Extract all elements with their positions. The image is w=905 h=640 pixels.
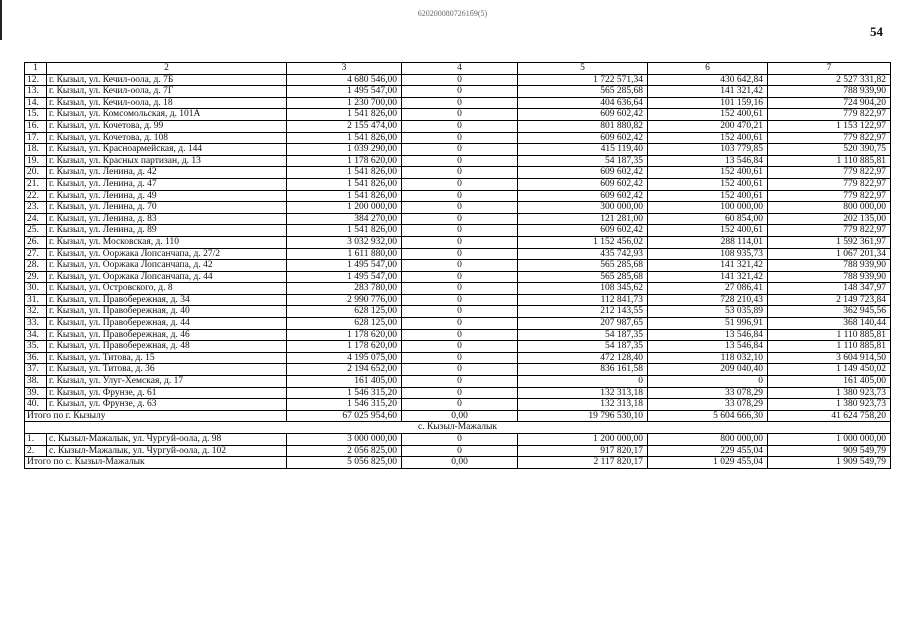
address-cell: г. Кызыл, ул. Ооржака Лопсанчапа, д. 42	[47, 260, 287, 272]
row-number: 23.	[25, 202, 47, 214]
col7-cell: 368 140,44	[768, 318, 891, 330]
col6-cell: 152 400,61	[648, 132, 768, 144]
col4-cell: 0	[402, 248, 518, 260]
funding-table	[24, 62, 891, 469]
col7-cell: 788 939,90	[768, 271, 891, 283]
col5-cell: 609 602,42	[518, 225, 648, 237]
col4-cell: 0	[402, 399, 518, 411]
col4-cell: 0	[402, 132, 518, 144]
scan-edge-line	[0, 0, 2, 40]
col7-cell: 724 904,20	[768, 97, 891, 109]
col6-cell: 60 854,00	[648, 213, 768, 225]
total-cost-cell: 1 541 826,00	[287, 167, 402, 179]
address-cell: г. Кызыл, ул. Красноармейская, д. 144	[47, 144, 287, 156]
row-number: 31.	[25, 294, 47, 306]
col7-cell: 788 939,90	[768, 86, 891, 98]
row-number: 18.	[25, 144, 47, 156]
col6-cell: 141 321,42	[648, 86, 768, 98]
address-cell: г. Кызыл, ул. Ооржака Лопсанчапа, д. 27/2	[47, 248, 287, 260]
col7-cell: 779 822,97	[768, 190, 891, 202]
col4-cell: 0	[402, 283, 518, 295]
col6-cell: 13 546,84	[648, 155, 768, 167]
col7-cell: 2 527 331,82	[768, 74, 891, 86]
col7-cell: 1 592 361,97	[768, 236, 891, 248]
col6-cell: 152 400,61	[648, 167, 768, 179]
address-cell: г. Кызыл, ул. Комсомольская, д. 101А	[47, 109, 287, 121]
col6-cell: 33 078,29	[648, 399, 768, 411]
col6-cell: 0	[648, 376, 768, 388]
col6-cell: 430 642,84	[648, 74, 768, 86]
col4-cell: 0	[402, 178, 518, 190]
address-cell: г. Кызыл, ул. Правобережная, д. 40	[47, 306, 287, 318]
col4-cell: 0	[402, 120, 518, 132]
table-row	[25, 225, 891, 237]
table-row	[25, 178, 891, 190]
col6-cell: 108 935,73	[648, 248, 768, 260]
col5-cell: 54 187,35	[518, 155, 648, 167]
address-cell: г. Кызыл, ул. Правобережная, д. 48	[47, 341, 287, 353]
table-row	[25, 132, 891, 144]
col4-cell: 0	[402, 74, 518, 86]
total-cost-cell: 2 155 474,00	[287, 120, 402, 132]
address-cell: г. Кызыл, ул. Кочетова, д. 99	[47, 120, 287, 132]
col7-cell: 362 945,56	[768, 306, 891, 318]
table-row	[25, 376, 891, 388]
col7-cell: 1 380 923,73	[768, 387, 891, 399]
total-cost-cell: 1 230 700,00	[287, 97, 402, 109]
total-cost-cell: 161 405,00	[287, 376, 402, 388]
total-label: Итого по с. Кызыл-Мажалык	[25, 457, 287, 469]
row-number: 13.	[25, 86, 47, 98]
col4-cell: 0	[402, 376, 518, 388]
total-c4: 0,00	[402, 457, 518, 469]
address-cell: г. Кызыл, ул. Московская, д. 110	[47, 236, 287, 248]
col6-cell: 27 086,41	[648, 283, 768, 295]
row-number: 20.	[25, 167, 47, 179]
col5-cell: 0	[518, 376, 648, 388]
total-cost-cell: 1 541 826,00	[287, 132, 402, 144]
address-cell: г. Кызыл, ул. Островского, д. 8	[47, 283, 287, 295]
col6-cell: 13 546,84	[648, 341, 768, 353]
col7-cell: 779 822,97	[768, 225, 891, 237]
col5-cell: 1 152 456,02	[518, 236, 648, 248]
col5-cell: 132 313,18	[518, 387, 648, 399]
col5-cell: 121 281,00	[518, 213, 648, 225]
col5-cell: 609 602,42	[518, 178, 648, 190]
row-number: 1.	[25, 434, 47, 446]
col6-cell: 100 000,00	[648, 202, 768, 214]
table-row	[25, 120, 891, 132]
col4-cell: 0	[402, 329, 518, 341]
col6-cell: 800 000,00	[648, 434, 768, 446]
table-row	[25, 399, 891, 411]
col6-cell: 152 400,61	[648, 109, 768, 121]
address-cell: г. Кызыл, ул. Правобережная, д. 44	[47, 318, 287, 330]
col4-cell: 0	[402, 155, 518, 167]
row-number: 22.	[25, 190, 47, 202]
total-c7: 1 909 549,79	[768, 457, 891, 469]
row-number: 35.	[25, 341, 47, 353]
col5-cell: 404 636,64	[518, 97, 648, 109]
table-row	[25, 97, 891, 109]
column-header-6: 6	[648, 63, 768, 75]
address-cell: г. Кызыл, ул. Титова, д. 15	[47, 352, 287, 364]
col6-cell: 141 321,42	[648, 271, 768, 283]
col7-cell: 1 380 923,73	[768, 399, 891, 411]
col4-cell: 0	[402, 144, 518, 156]
total-cost-cell: 384 270,00	[287, 213, 402, 225]
column-header-4: 4	[402, 63, 518, 75]
col6-cell: 118 032,10	[648, 352, 768, 364]
table-row	[25, 109, 891, 121]
col7-cell: 2 149 723,84	[768, 294, 891, 306]
col6-cell: 141 321,42	[648, 260, 768, 272]
col4-cell: 0	[402, 260, 518, 272]
col4-cell: 0	[402, 434, 518, 446]
total-row-kyzyl	[25, 410, 891, 422]
col4-cell: 0	[402, 97, 518, 109]
row-number: 17.	[25, 132, 47, 144]
total-cost-cell: 1 541 826,00	[287, 178, 402, 190]
col5-cell: 609 602,42	[518, 132, 648, 144]
total-c4: 0,00	[402, 410, 518, 422]
table-row	[25, 167, 891, 179]
col7-cell: 779 822,97	[768, 178, 891, 190]
table-row	[25, 144, 891, 156]
col6-cell: 13 546,84	[648, 329, 768, 341]
col4-cell: 0	[402, 306, 518, 318]
table-row	[25, 248, 891, 260]
total-cost-cell: 1 178 620,00	[287, 341, 402, 353]
col4-cell: 0	[402, 213, 518, 225]
table-row	[25, 202, 891, 214]
col7-cell: 3 604 914,50	[768, 352, 891, 364]
col5-cell: 565 285,68	[518, 271, 648, 283]
col5-cell: 565 285,68	[518, 260, 648, 272]
total-cost-cell: 3 000 000,00	[287, 434, 402, 446]
total-cost-cell: 2 056 825,00	[287, 445, 402, 457]
table-row	[25, 294, 891, 306]
col7-cell: 1 110 885,81	[768, 341, 891, 353]
total-cost-cell: 4 195 075,00	[287, 352, 402, 364]
col7-cell: 800 000,00	[768, 202, 891, 214]
col7-cell: 1 000 000,00	[768, 434, 891, 446]
col5-cell: 54 187,35	[518, 341, 648, 353]
col6-cell: 209 040,40	[648, 364, 768, 376]
table-row	[25, 306, 891, 318]
table-row	[25, 74, 891, 86]
row-number: 30.	[25, 283, 47, 295]
col7-cell: 1 149 450,02	[768, 364, 891, 376]
col4-cell: 0	[402, 190, 518, 202]
table-row	[25, 352, 891, 364]
col6-cell: 152 400,61	[648, 190, 768, 202]
col6-cell: 51 996,91	[648, 318, 768, 330]
address-cell: г. Кызыл, ул. Красных партизан, д. 13	[47, 155, 287, 167]
col5-cell: 415 119,40	[518, 144, 648, 156]
col7-cell: 1 110 885,81	[768, 329, 891, 341]
address-cell: г. Кызыл, ул. Ленина, д. 47	[47, 178, 287, 190]
row-number: 26.	[25, 236, 47, 248]
row-number: 28.	[25, 260, 47, 272]
total-cost-cell: 2 990 776,00	[287, 294, 402, 306]
col4-cell: 0	[402, 364, 518, 376]
row-number: 16.	[25, 120, 47, 132]
row-number: 29.	[25, 271, 47, 283]
row-number: 24.	[25, 213, 47, 225]
address-cell: г. Кызыл, ул. Титова, д. 36	[47, 364, 287, 376]
total-c6: 1 029 455,04	[648, 457, 768, 469]
table-row	[25, 271, 891, 283]
address-cell: г. Кызыл, ул. Улуг-Хемская, д. 17	[47, 376, 287, 388]
row-number: 12.	[25, 74, 47, 86]
table-row	[25, 213, 891, 225]
total-c3: 5 056 825,00	[287, 457, 402, 469]
col4-cell: 0	[402, 202, 518, 214]
column-header-7: 7	[768, 63, 891, 75]
total-label: Итого по г. Кызылу	[25, 410, 287, 422]
row-number: 34.	[25, 329, 47, 341]
table-row	[25, 155, 891, 167]
col7-cell: 520 390,75	[768, 144, 891, 156]
address-cell: г. Кызыл, ул. Кочетова, д. 108	[47, 132, 287, 144]
row-number: 27.	[25, 248, 47, 260]
address-cell: г. Кызыл, ул. Ленина, д. 42	[47, 167, 287, 179]
col5-cell: 472 128,40	[518, 352, 648, 364]
column-header-3: 3	[287, 63, 402, 75]
total-row-mazhalyk	[25, 457, 891, 469]
col4-cell: 0	[402, 341, 518, 353]
col4-cell: 0	[402, 271, 518, 283]
col5-cell: 132 313,18	[518, 399, 648, 411]
col7-cell: 202 135,00	[768, 213, 891, 225]
col5-cell: 801 880,82	[518, 120, 648, 132]
col4-cell: 0	[402, 86, 518, 98]
section-heading-row	[25, 422, 891, 434]
address-cell: г. Кызыл, ул. Фрунзе, д. 61	[47, 387, 287, 399]
table-row	[25, 236, 891, 248]
table-row	[25, 387, 891, 399]
table-row	[25, 283, 891, 295]
row-number: 25.	[25, 225, 47, 237]
total-cost-cell: 1 611 880,00	[287, 248, 402, 260]
col5-cell: 1 200 000,00	[518, 434, 648, 446]
total-cost-cell: 4 680 546,00	[287, 74, 402, 86]
address-cell: г. Кызыл, ул. Правобережная, д. 46	[47, 329, 287, 341]
table-row	[25, 318, 891, 330]
col7-cell: 1 110 885,81	[768, 155, 891, 167]
total-cost-cell: 1 541 826,00	[287, 225, 402, 237]
col5-cell: 54 187,35	[518, 329, 648, 341]
col7-cell: 1 067 201,34	[768, 248, 891, 260]
row-number: 40.	[25, 399, 47, 411]
col5-cell: 609 602,42	[518, 190, 648, 202]
col7-cell: 779 822,97	[768, 167, 891, 179]
col7-cell: 148 347,97	[768, 283, 891, 295]
address-cell: г. Кызыл, ул. Ленина, д. 49	[47, 190, 287, 202]
document-code: 6202000807261б9(5)	[417, 9, 488, 18]
address-cell: г. Кызыл, ул. Ооржака Лопсанчапа, д. 44	[47, 271, 287, 283]
address-cell: г. Кызыл, ул. Кечил-оола, д. 7Г	[47, 86, 287, 98]
col6-cell: 33 078,29	[648, 387, 768, 399]
total-cost-cell: 628 125,00	[287, 306, 402, 318]
col6-cell: 53 035,89	[648, 306, 768, 318]
col6-cell: 101 159,16	[648, 97, 768, 109]
row-number: 32.	[25, 306, 47, 318]
col4-cell: 0	[402, 294, 518, 306]
total-c5: 19 796 530,10	[518, 410, 648, 422]
address-cell: г. Кызыл, ул. Кечил-оола, д. 7Б	[47, 74, 287, 86]
row-number: 2.	[25, 445, 47, 457]
table-row	[25, 341, 891, 353]
col4-cell: 0	[402, 167, 518, 179]
col5-cell: 917 820,17	[518, 445, 648, 457]
section-title: с. Кызыл-Мажалык	[25, 422, 891, 434]
total-c6: 5 604 666,30	[648, 410, 768, 422]
total-cost-cell: 1 178 620,00	[287, 155, 402, 167]
row-number: 36.	[25, 352, 47, 364]
row-number: 21.	[25, 178, 47, 190]
address-cell: с. Кызыл-Мажалык, ул. Чургуй-оола, д. 102	[47, 445, 287, 457]
col6-cell: 103 779,85	[648, 144, 768, 156]
col5-cell: 565 285,68	[518, 86, 648, 98]
col5-cell: 1 722 571,34	[518, 74, 648, 86]
col5-cell: 836 161,58	[518, 364, 648, 376]
col6-cell: 152 400,61	[648, 225, 768, 237]
total-cost-cell: 628 125,00	[287, 318, 402, 330]
row-number: 14.	[25, 97, 47, 109]
page-number: 54	[870, 24, 883, 39]
col5-cell: 300 000,00	[518, 202, 648, 214]
table-row	[25, 86, 891, 98]
table-row	[25, 364, 891, 376]
row-number: 33.	[25, 318, 47, 330]
table-body	[25, 63, 891, 469]
address-cell: г. Кызыл, ул. Ленина, д. 83	[47, 213, 287, 225]
col5-cell: 207 987,65	[518, 318, 648, 330]
col5-cell: 112 841,73	[518, 294, 648, 306]
total-cost-cell: 1 541 826,00	[287, 190, 402, 202]
total-c5: 2 117 820,17	[518, 457, 648, 469]
table-row	[25, 260, 891, 272]
col5-cell: 609 602,42	[518, 109, 648, 121]
col6-cell: 200 470,21	[648, 120, 768, 132]
address-cell: г. Кызыл, ул. Фрунзе, д. 63	[47, 399, 287, 411]
col4-cell: 0	[402, 109, 518, 121]
column-header-5: 5	[518, 63, 648, 75]
total-cost-cell: 1 178 620,00	[287, 329, 402, 341]
col7-cell: 1 153 122,97	[768, 120, 891, 132]
total-cost-cell: 1 546 315,20	[287, 387, 402, 399]
table-row	[25, 190, 891, 202]
col6-cell: 728 210,43	[648, 294, 768, 306]
col5-cell: 108 345,62	[518, 283, 648, 295]
total-cost-cell: 1 495 547,00	[287, 260, 402, 272]
address-cell: г. Кызыл, ул. Ленина, д. 89	[47, 225, 287, 237]
address-cell: г. Кызыл, ул. Кечил-оола, д. 18	[47, 97, 287, 109]
col6-cell: 288 114,01	[648, 236, 768, 248]
col4-cell: 0	[402, 236, 518, 248]
col7-cell: 779 822,97	[768, 132, 891, 144]
total-cost-cell: 1 495 547,00	[287, 86, 402, 98]
col4-cell: 0	[402, 352, 518, 364]
total-c7: 41 624 758,20	[768, 410, 891, 422]
col5-cell: 435 742,93	[518, 248, 648, 260]
table-row	[25, 434, 891, 446]
total-cost-cell: 1 541 826,00	[287, 109, 402, 121]
column-header-1: 1	[25, 63, 47, 75]
col4-cell: 0	[402, 445, 518, 457]
col5-cell: 212 143,55	[518, 306, 648, 318]
row-number: 15.	[25, 109, 47, 121]
total-cost-cell: 1 039 290,00	[287, 144, 402, 156]
total-cost-cell: 283 780,00	[287, 283, 402, 295]
address-cell: с. Кызыл-Мажалык, ул. Чургуй-оола, д. 98	[47, 434, 287, 446]
total-cost-cell: 3 032 932,00	[287, 236, 402, 248]
total-cost-cell: 1 495 547,00	[287, 271, 402, 283]
table-row	[25, 329, 891, 341]
address-cell: г. Кызыл, ул. Ленина, д. 70	[47, 202, 287, 214]
row-number: 37.	[25, 364, 47, 376]
row-number: 19.	[25, 155, 47, 167]
column-header-2: 2	[47, 63, 287, 75]
col6-cell: 229 455,04	[648, 445, 768, 457]
col5-cell: 609 602,42	[518, 167, 648, 179]
table-row	[25, 445, 891, 457]
col7-cell: 779 822,97	[768, 109, 891, 121]
col4-cell: 0	[402, 225, 518, 237]
row-number: 38.	[25, 376, 47, 388]
total-c3: 67 025 954,60	[287, 410, 402, 422]
total-cost-cell: 1 200 000,00	[287, 202, 402, 214]
col4-cell: 0	[402, 318, 518, 330]
col7-cell: 909 549,79	[768, 445, 891, 457]
address-cell: г. Кызыл, ул. Правобережная, д. 34	[47, 294, 287, 306]
col7-cell: 161 405,00	[768, 376, 891, 388]
total-cost-cell: 1 546 315,20	[287, 399, 402, 411]
header-row	[25, 63, 891, 75]
col7-cell: 788 939,90	[768, 260, 891, 272]
row-number: 39.	[25, 387, 47, 399]
col6-cell: 152 400,61	[648, 178, 768, 190]
total-cost-cell: 2 194 652,00	[287, 364, 402, 376]
col4-cell: 0	[402, 387, 518, 399]
